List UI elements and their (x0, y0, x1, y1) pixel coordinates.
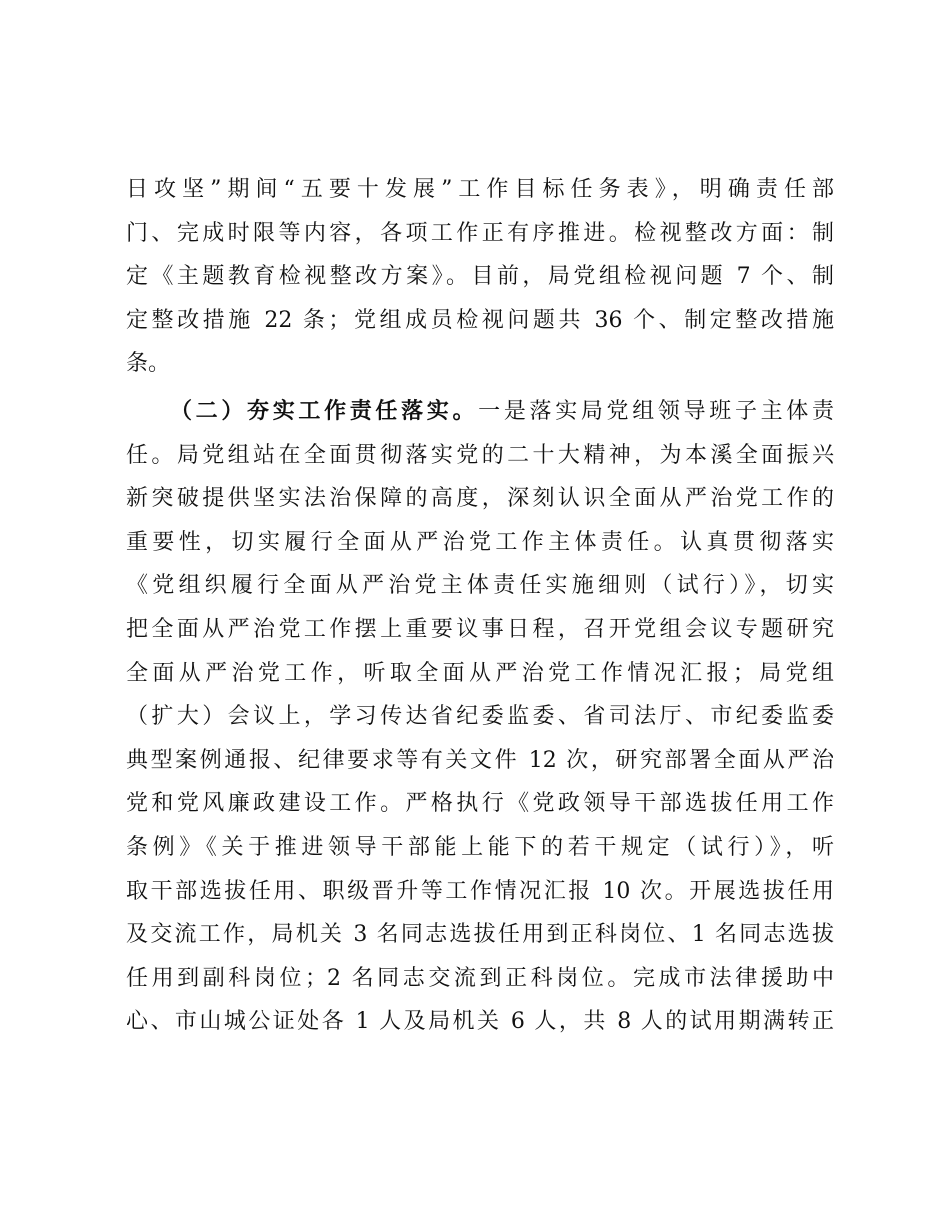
body-line: 党和党风廉政建设工作。严格执行《党政领导干部选拔任用工作 (126, 791, 834, 817)
document-body (126, 168, 834, 1044)
section-heading: （二）夯实工作责任落实。 (170, 397, 479, 424)
body-line: （扩大）会议上，学习传达省纪委监委、省司法厅、市纪委监委 (126, 704, 834, 730)
body-line: 把全面从严治党工作摆上重要议事日程，召开党组会议专题研究 (126, 616, 834, 642)
body-line: 取干部选拔任用、职级晋升等工作情况汇报 10 次。开展选拔任用 (126, 878, 834, 904)
body-line: 心、市山城公证处各 1 人及局机关 6 人，共 8 人的试用期满转正 (126, 1009, 834, 1035)
body-line: 条例》《关于推进领导干部能上能下的若干规定（试行）》，听 (126, 834, 834, 860)
section-heading-rest: 一是落实局党组领导班子主体责 (478, 398, 834, 424)
body-line: 新突破提供坚实法治保障的高度，深刻认识全面从严治党工作的 (126, 486, 834, 512)
body-line: 门、完成时限等内容，各项工作正有序推进。检视整改方面：制 (126, 220, 834, 246)
body-line: 条。 (126, 351, 171, 377)
body-line: 《党组织履行全面从严治党主体责任实施细则（试行）》，切实 (126, 573, 834, 599)
body-line: 定整改措施 22 条；党组成员检视问题共 36 个、制定整改措施 (126, 307, 834, 333)
body-line: 全面从严治党工作，听取全面从严治党工作情况汇报；局党组 (126, 660, 834, 686)
body-line: 任。局党组站在全面贯彻落实党的二十大精神，为本溪全面振兴 (126, 442, 834, 468)
body-line: 典型案例通报、纪律要求等有关文件 12 次，研究部署全面从严治 (126, 747, 834, 773)
body-line: 重要性，切实履行全面从严治党工作主体责任。认真贯彻落实 (126, 529, 834, 555)
body-line: 日攻坚”期间“五要十发展”工作目标任务表》，明确责任部 (126, 177, 834, 202)
body-line: 及交流工作，局机关 3 名同志选拔任用到正科岗位、1 名同志选拔 (126, 922, 834, 948)
section-heading-line (126, 390, 834, 434)
body-line: 定《主题教育检视整改方案》。目前，局党组检视问题 7 个、制 (126, 264, 834, 290)
body-line: 任用到副科岗位；2 名同志交流到正科岗位。完成市法律援助中 (126, 965, 834, 991)
